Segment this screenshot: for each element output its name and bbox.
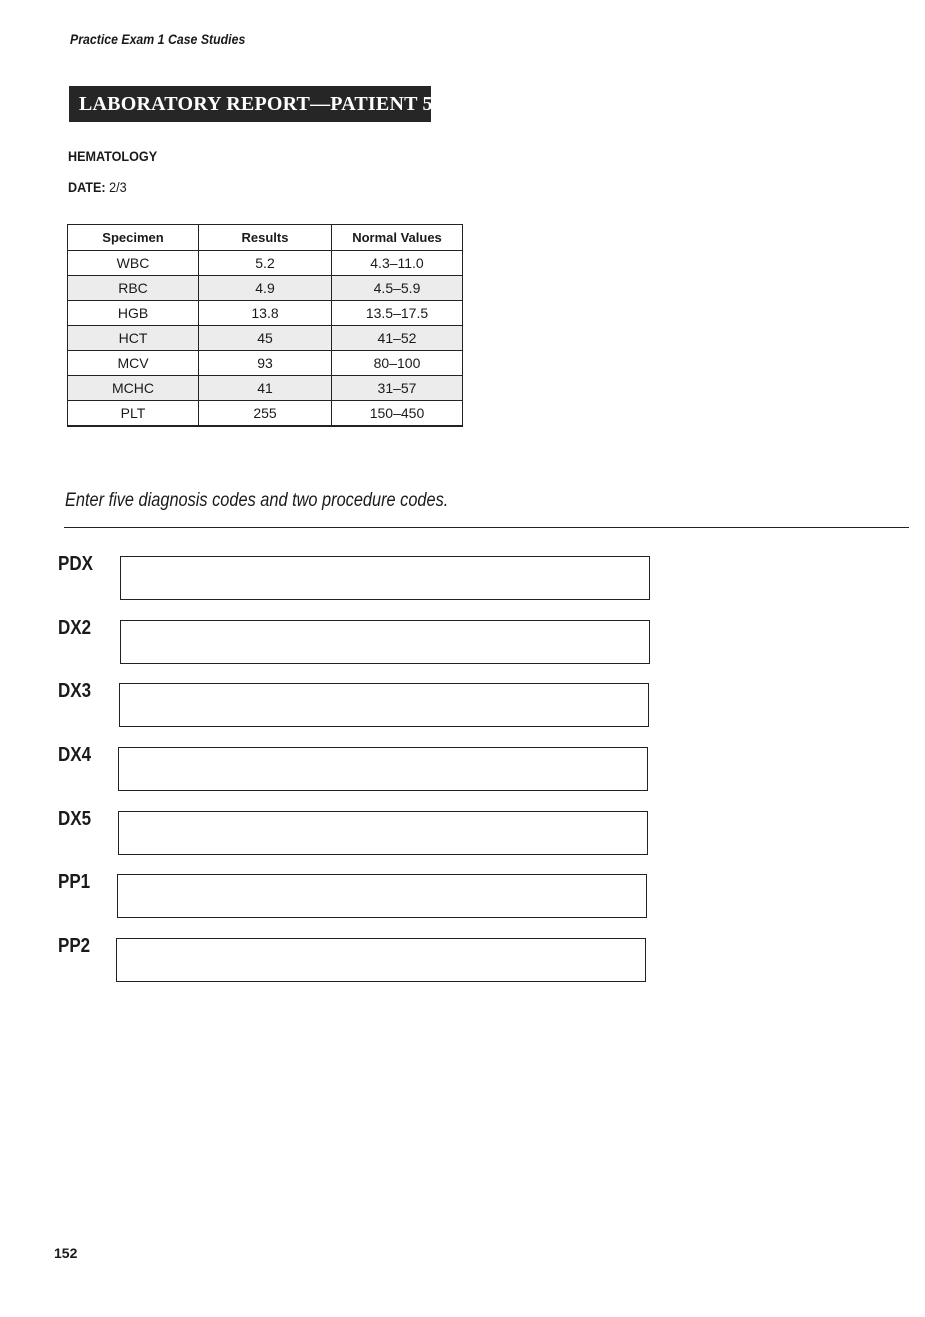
column-header-normal-values: Normal Values <box>332 225 463 251</box>
specimen-cell: HCT <box>68 326 199 351</box>
code-row-dx4 <box>58 744 658 794</box>
normal-value-cell: 31–57 <box>332 376 463 401</box>
code-row-pp1 <box>58 871 658 921</box>
result-cell: 41 <box>199 376 332 401</box>
code-label: DX5 <box>58 808 92 830</box>
table-row <box>68 301 463 326</box>
dx3-code-input[interactable] <box>119 683 649 727</box>
result-cell: 5.2 <box>199 251 332 276</box>
specimen-cell: RBC <box>68 276 199 301</box>
report-title-banner <box>69 86 431 122</box>
dx5-code-input[interactable] <box>118 811 648 855</box>
report-title: LABORATORY REPORT—PATIENT 5 <box>79 93 433 115</box>
result-cell: 45 <box>199 326 332 351</box>
result-cell: 13.8 <box>199 301 332 326</box>
table-row <box>68 251 463 276</box>
dx4-code-input[interactable] <box>118 747 648 791</box>
specimen-cell: MCV <box>68 351 199 376</box>
code-row-pp2 <box>58 935 658 985</box>
result-cell: 255 <box>199 401 332 427</box>
code-label: DX4 <box>58 744 92 766</box>
divider-line <box>64 527 909 528</box>
report-date <box>68 179 127 195</box>
normal-value-cell: 150–450 <box>332 401 463 427</box>
date-label: DATE: <box>68 179 106 195</box>
specimen-cell: HGB <box>68 301 199 326</box>
result-cell: 93 <box>199 351 332 376</box>
dx2-code-input[interactable] <box>120 620 650 664</box>
code-label: PDX <box>58 553 93 575</box>
table-header-row <box>68 225 463 251</box>
pp1-code-input[interactable] <box>117 874 647 918</box>
code-row-dx3 <box>58 680 658 730</box>
specimen-cell: MCHC <box>68 376 199 401</box>
code-row-pdx <box>58 553 658 603</box>
normal-value-cell: 41–52 <box>332 326 463 351</box>
pdx-code-input[interactable] <box>120 556 650 600</box>
code-row-dx2 <box>58 617 658 667</box>
table-row <box>68 401 463 427</box>
section-title: HEMATOLOGY <box>68 148 158 164</box>
code-label: DX3 <box>58 680 92 702</box>
normal-value-cell: 4.3–11.0 <box>332 251 463 276</box>
table-row <box>68 351 463 376</box>
table-row <box>68 326 463 351</box>
normal-value-cell: 80–100 <box>332 351 463 376</box>
running-head: Practice Exam 1 Case Studies <box>70 31 246 47</box>
table-row <box>68 276 463 301</box>
table-row <box>68 376 463 401</box>
normal-value-cell: 13.5–17.5 <box>332 301 463 326</box>
pp2-code-input[interactable] <box>116 938 646 982</box>
normal-value-cell: 4.5–5.9 <box>332 276 463 301</box>
specimen-cell: PLT <box>68 401 199 427</box>
instructions-text: Enter five diagnosis codes and two procedure codes. <box>65 490 449 511</box>
column-header-specimen: Specimen <box>68 225 199 251</box>
date-value: 2/3 <box>109 179 127 195</box>
code-label: PP1 <box>58 871 91 893</box>
specimen-cell: WBC <box>68 251 199 276</box>
hematology-table <box>67 224 463 427</box>
result-cell: 4.9 <box>199 276 332 301</box>
column-header-results: Results <box>199 225 332 251</box>
code-label: DX2 <box>58 617 92 639</box>
code-label: PP2 <box>58 935 91 957</box>
page-number: 152 <box>54 1245 78 1261</box>
code-row-dx5 <box>58 808 658 858</box>
